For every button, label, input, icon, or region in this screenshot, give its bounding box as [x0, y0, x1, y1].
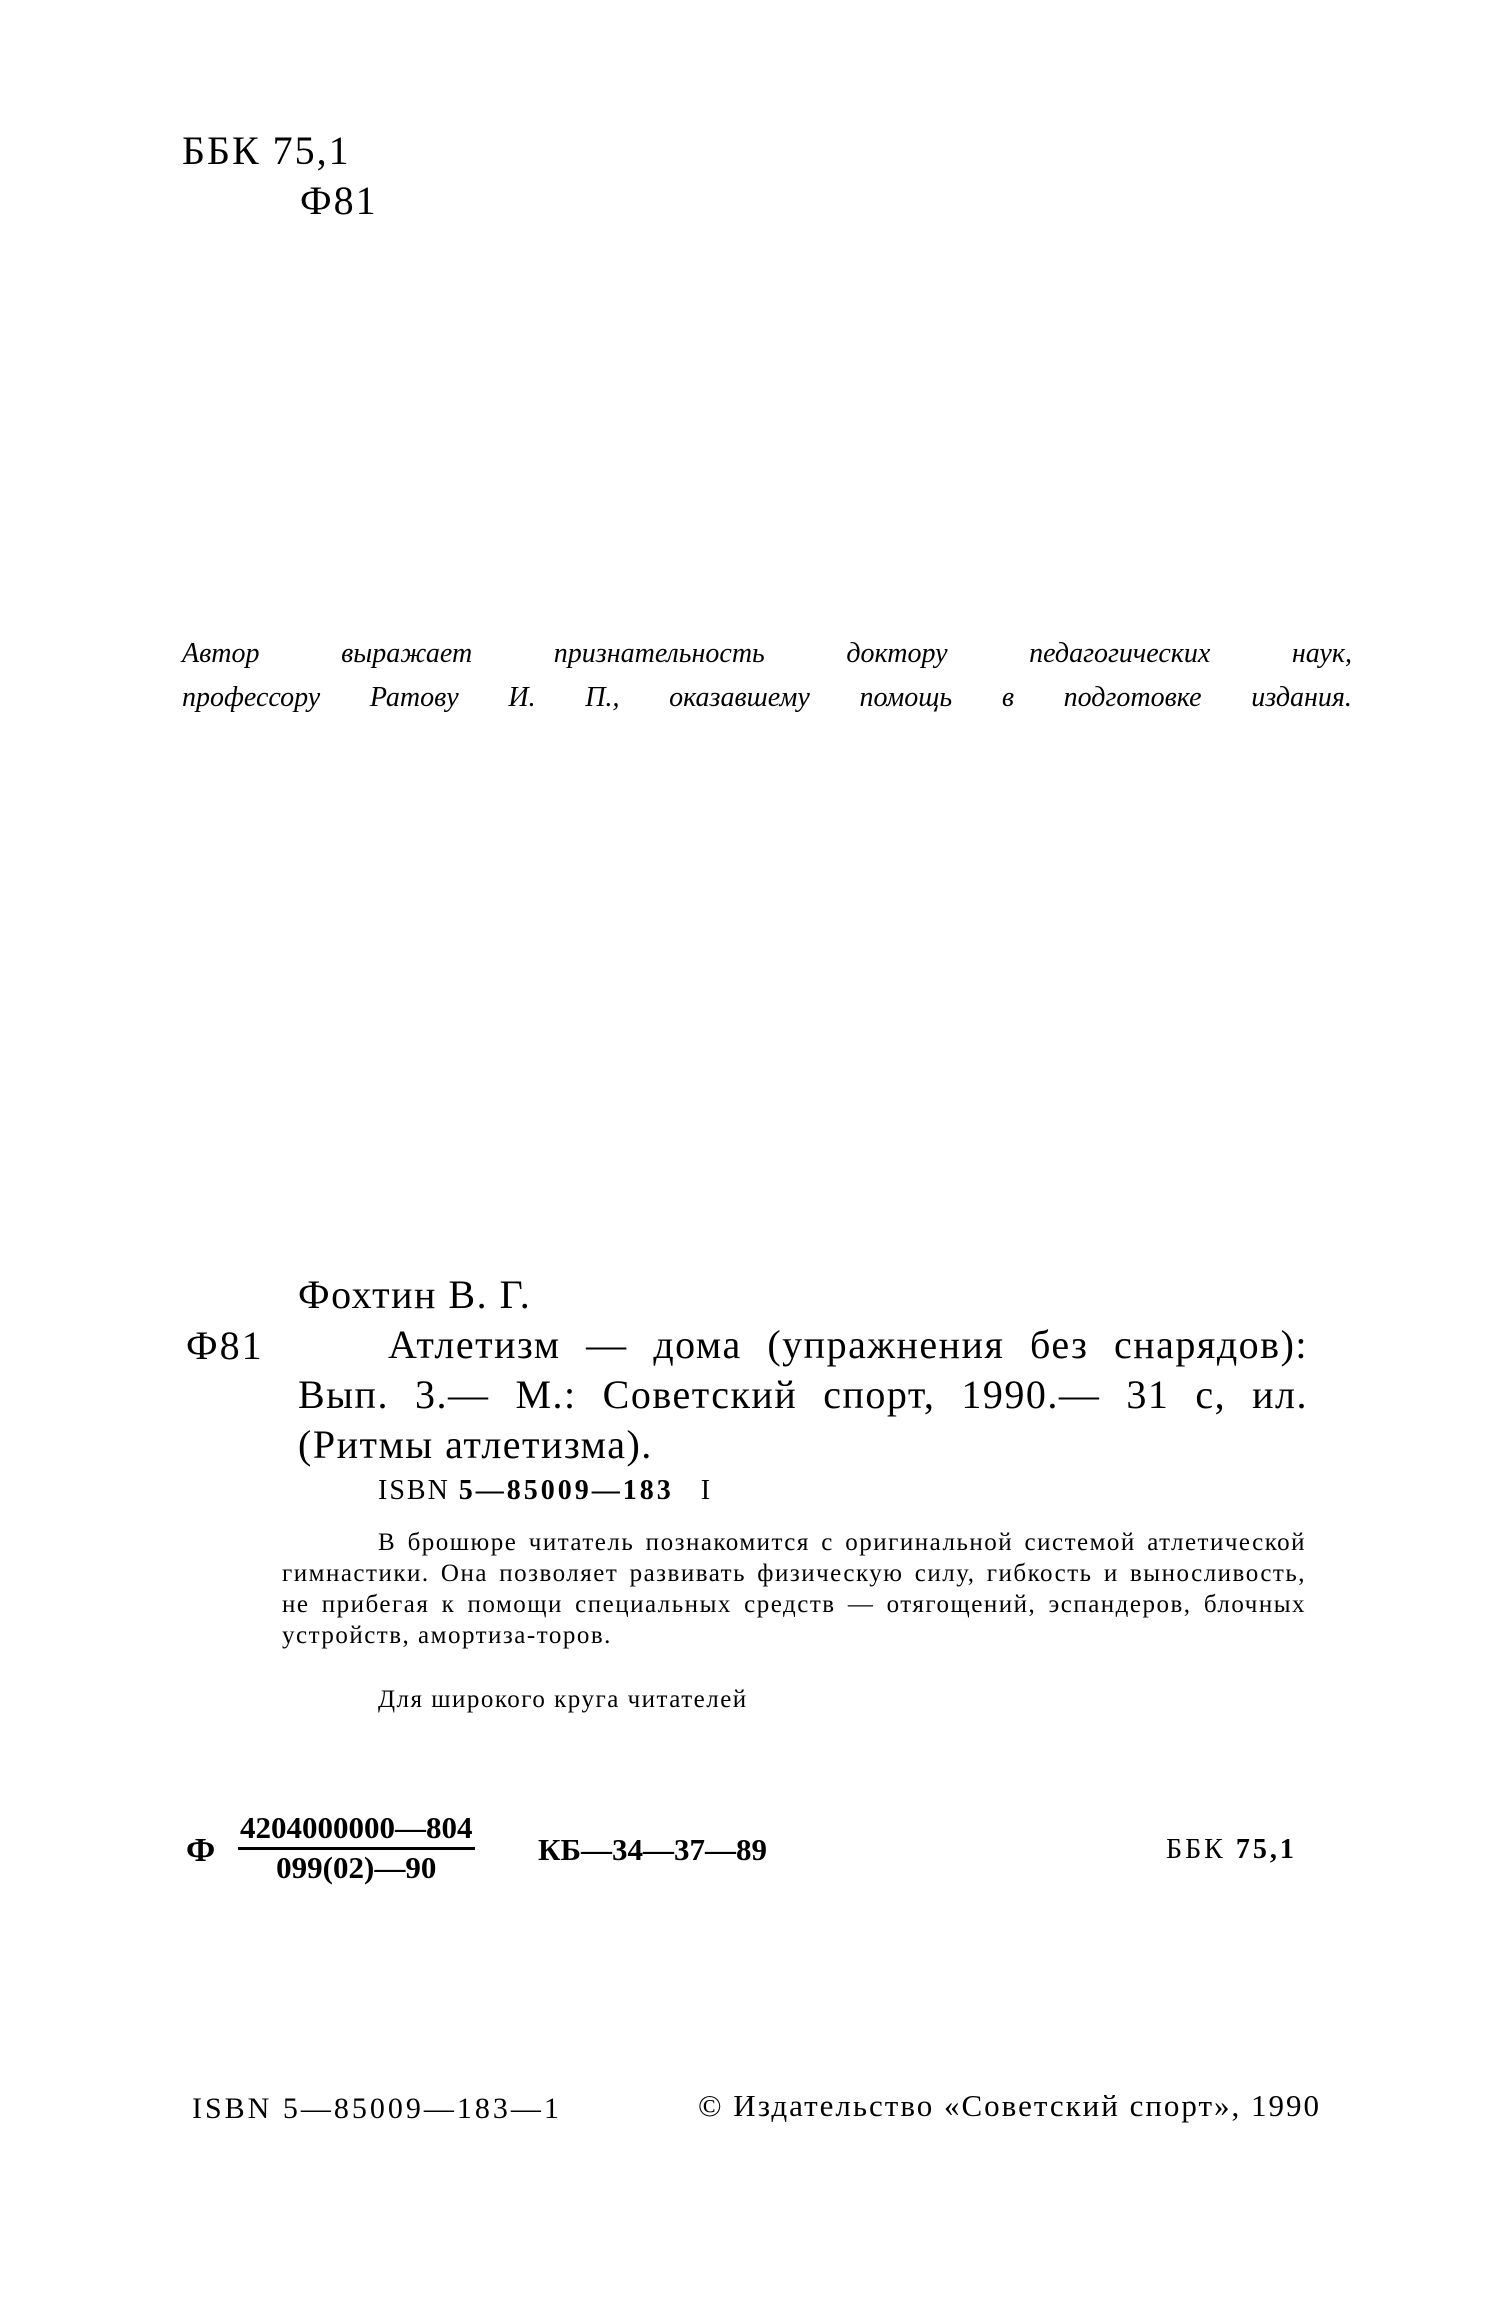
- catalog-code: Ф81: [186, 1323, 264, 1368]
- ack-word: помощь: [859, 682, 953, 713]
- footer-isbn: ISBN 5—85009—183—1: [192, 2092, 562, 2125]
- acknowledgement-line-1: [182, 632, 1352, 676]
- ack-word: наук,: [1291, 638, 1352, 669]
- ack-word: подготовке: [1063, 682, 1202, 713]
- imprint-denominator: 099(02)—90: [276, 1850, 437, 1885]
- ack-word: П.,: [585, 682, 620, 713]
- bbk-index-bottom: [1166, 1834, 1297, 1866]
- ack-word: педагогических: [1029, 638, 1211, 669]
- isbn-label: ISBN: [378, 1475, 450, 1506]
- ack-word: Ратову: [369, 682, 459, 713]
- ack-word: доктору: [846, 638, 948, 669]
- isbn-number: 5—85009—183: [458, 1475, 674, 1506]
- bbk-code: ББК 75,1: [182, 128, 351, 173]
- isbn-line: [378, 1475, 712, 1507]
- audience-note: Для широкого круга читателей: [378, 1686, 748, 1713]
- ack-word: признательность: [553, 638, 765, 669]
- ack-word: И.: [508, 682, 536, 713]
- annotation-text: В брошюре читатель познакомится с оригинальной системой атлетической гимнастики. Она позволяет развивать физическую силу, гибкость и выносливость, не прибегая к помощи специальных средств — отягощений, эспандеров, блочных устройств, амортиза-торов.: [282, 1529, 1306, 1649]
- copyright: © Издательство «Советский спорт», 1990: [698, 2088, 1322, 2123]
- bbk-label: ББК: [1166, 1834, 1226, 1865]
- isbn-suffix: I: [700, 1475, 713, 1506]
- ack-word: издания.: [1251, 682, 1352, 713]
- imprint-letter: Ф: [186, 1832, 216, 1869]
- ack-word: профессору: [182, 682, 321, 713]
- imprint-numerator: 4204000000—804: [238, 1810, 475, 1850]
- ack-word: выражает: [341, 638, 473, 669]
- kb-code: КБ—34—37—89: [538, 1832, 767, 1867]
- acknowledgement: [182, 632, 1352, 720]
- bbk-value: 75,1: [1235, 1834, 1297, 1865]
- bbk-index-top: [182, 126, 378, 226]
- imprint-fraction: [238, 1810, 475, 1886]
- ack-word: в: [1001, 682, 1014, 713]
- ack-word: оказавшему: [669, 682, 810, 713]
- author-name: Фохтин В. Г.: [298, 1272, 532, 1317]
- book-description: Атлетизм — дома (упражнения без снарядов): Вып. 3.— М.: Советский спорт, 1990.— 31 с, ил. (Ритмы атлетизма).: [298, 1322, 1308, 1467]
- author-sign: Ф81: [300, 178, 378, 223]
- bibliographic-record: [298, 1270, 1308, 1470]
- imprint-code: [186, 1810, 1326, 1885]
- acknowledgement-line-2: [182, 676, 1352, 720]
- annotation: [282, 1527, 1306, 1651]
- ack-word: Автор: [182, 638, 260, 669]
